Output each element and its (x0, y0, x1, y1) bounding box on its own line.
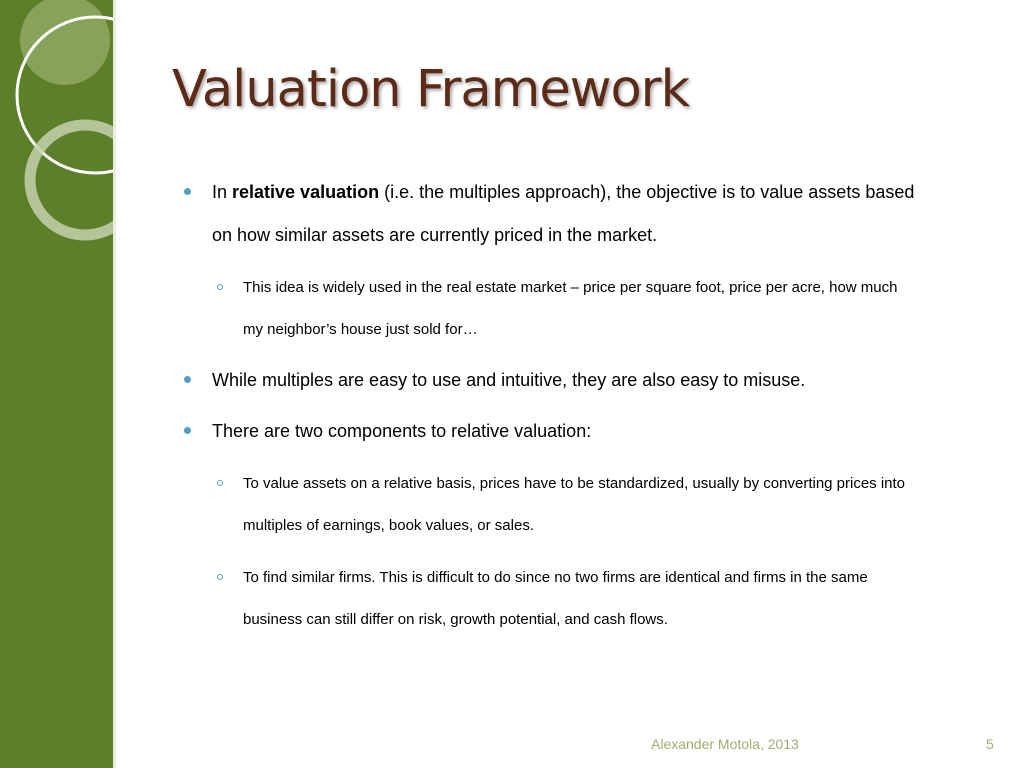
sidebar-edge (113, 0, 116, 768)
bullet-multiples-easy (212, 359, 805, 402)
bold-term: relative valuation (232, 182, 380, 202)
hollow-circle-bullet-icon (217, 480, 223, 486)
bullet-line: There are two components to relative valuation: (212, 421, 592, 441)
bullet-line: my neighbor’s house just sold for… (243, 321, 478, 338)
slide-title: Valuation Framework (172, 60, 690, 119)
bullet-relative-valuation (212, 171, 914, 257)
bullet-two-components (212, 410, 591, 453)
subbullet-real-estate (243, 267, 898, 351)
decorative-sidebar (0, 0, 113, 768)
bullet-line: multiples of earnings, book values, or sales. (243, 517, 534, 534)
hollow-circle-bullet-icon (217, 574, 223, 580)
footer-author: Alexander Motola, 2013 (651, 736, 799, 752)
subbullet-similar-firms (243, 557, 868, 641)
bullet-line: To value assets on a relative basis, prices have to be standardized, usually by converting prices into (243, 475, 906, 492)
filled-circle-bullet-icon (184, 427, 191, 434)
subbullet-standardize-prices (243, 463, 905, 547)
bullet-line: In relative valuation (i.e. the multiples approach), the objective is to value assets based (212, 182, 915, 202)
filled-circle-bullet-icon (184, 188, 191, 195)
bullet-line: business can still differ on risk, growth potential, and cash flows. (243, 611, 668, 628)
bullet-line: on how similar assets are currently priced in the market. (212, 225, 658, 245)
bullet-line: To find similar firms. This is difficult to do since no two firms are identical and firms in the same (243, 569, 868, 586)
filled-circle-bullet-icon (184, 376, 191, 383)
slide-number: 5 (986, 736, 994, 752)
hollow-circle-bullet-icon (217, 284, 223, 290)
bullet-line: While multiples are easy to use and intuitive, they are also easy to misuse. (212, 370, 806, 390)
decorative-circles (0, 0, 113, 260)
bullet-line: This idea is widely used in the real estate market – price per square foot, price per acre, how much (243, 279, 898, 296)
